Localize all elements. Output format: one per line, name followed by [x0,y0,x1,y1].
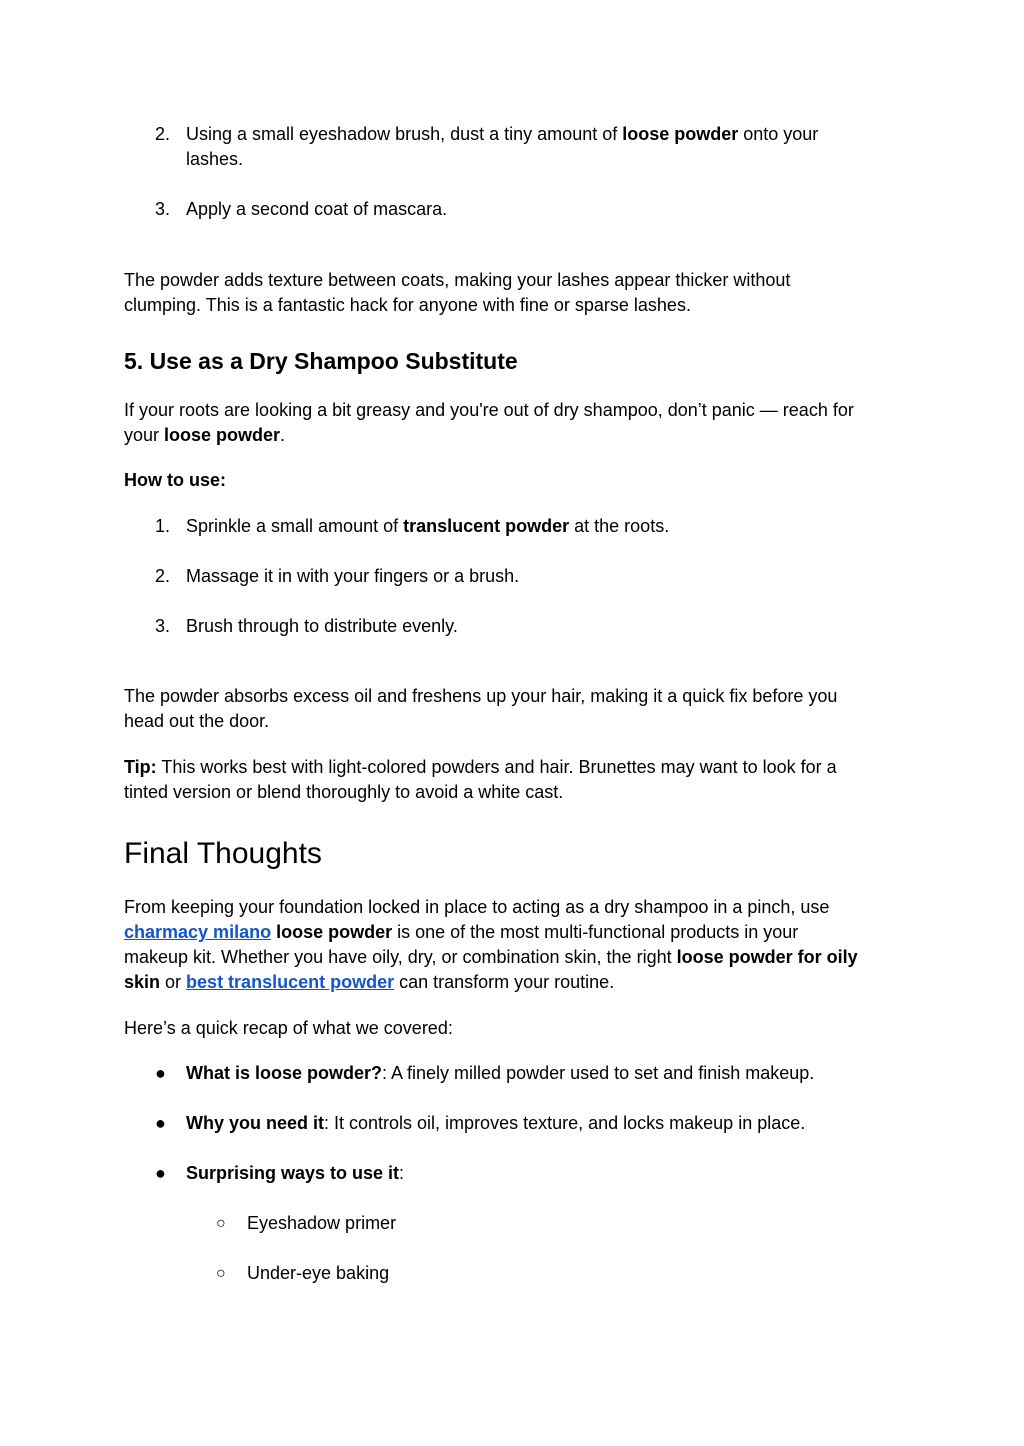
list-number: 2. [155,566,171,586]
bold-term: loose powder [622,124,739,144]
section-heading: 5. Use as a Dry Shampoo Substitute [124,348,518,374]
list-number: 3. [155,616,171,636]
bullet-icon: ● [155,1113,166,1133]
bullet-icon: ● [155,1163,166,1183]
paragraph-absorb: The powder absorbs excess oil and freshens up your hair, making it a quick fix before you head out the door. [124,686,838,731]
sub-bullet-text: Under-eye baking [247,1263,390,1283]
list-item-text: Apply a second coat of mascara. [186,199,448,219]
best-translucent-powder-link[interactable]: best translucent powder [186,972,395,992]
charmacy-milano-link[interactable]: charmacy milano [124,922,272,942]
list-item-text: Sprinkle a small amount of translucent powder at the roots. [186,516,670,536]
list-item-text: Brush through to distribute evenly. [186,616,458,636]
list-number: 3. [155,199,171,219]
recap-intro: Here’s a quick recap of what we covered: [124,1018,453,1038]
sub-bullet-text: Eyeshadow primer [247,1213,397,1233]
circle-bullet-icon: ○ [216,1265,226,1282]
bold-term: loose powder for oily [676,947,858,967]
bold-term: loose powder [271,922,393,942]
bullet-text: What is loose powder?: A finely milled powder used to set and finish makeup. [186,1063,815,1083]
bold-term: loose powder [164,425,281,445]
list-number: 1. [155,516,171,536]
bullet-text: Why you need it: It controls oil, improves texture, and locks makeup in place. [186,1113,806,1133]
list-item-text: Massage it in with your fingers or a brush. [186,566,520,586]
list-item-text: Using a small eyeshadow brush, dust a tiny amount of loose powder onto your lashes. [186,124,819,169]
paragraph-final: From keeping your foundation locked in place to acting as a dry shampoo in a pinch, use charmacy milano loose powder is one of the most multi-functional products in your makeup kit. Whether you have oily, dry, or combination skin, the right loose powder for oily skin or best translucent powder can transform your routine. [124,897,858,992]
tip-paragraph: Tip: This works best with light-colored powders and hair. Brunettes may want to look for a tinted version or blend thoroughly to avoid a white cast. [124,757,837,802]
bullet-icon: ● [155,1063,166,1083]
how-to-label: How to use: [124,470,226,490]
bullet-text: Surprising ways to use it: [186,1163,405,1183]
circle-bullet-icon: ○ [216,1215,226,1232]
paragraph-intro: If your roots are looking a bit greasy and you're out of dry shampoo, don’t panic — reach for your loose powder. [124,400,854,445]
list-number: 2. [155,124,171,144]
bold-term: skin [124,972,161,992]
bold-term: translucent powder [403,516,570,536]
final-heading: Final Thoughts [124,837,322,870]
tip-label: Tip: [124,757,157,777]
paragraph-texture: The powder adds texture between coats, making your lashes appear thicker without clumping. This is a fantastic hack for anyone with fine or sparse lashes. [124,270,791,315]
